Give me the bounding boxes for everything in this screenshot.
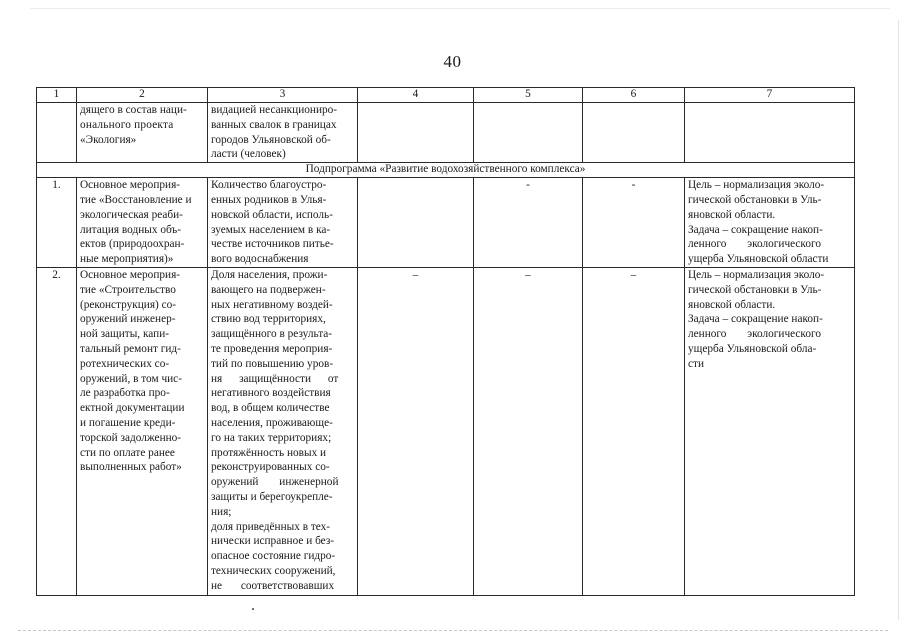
cont-indicator-line: видацией несанкциониро-	[211, 104, 338, 116]
goal-line: яновской области.	[688, 298, 776, 311]
indicator-line: вого водоснабжения	[211, 253, 309, 266]
indicator-line: нически исправное и без-	[211, 535, 335, 548]
indicator-line: го на таких территориях;	[211, 431, 332, 444]
cont-num-cell	[37, 103, 77, 163]
page-edge-top	[30, 8, 890, 9]
cont-indicator-line: ласти (человек)	[211, 148, 286, 161]
cont-col5-cell	[474, 103, 583, 163]
indicator-line: те проведения мероприя-	[211, 342, 333, 355]
row-number: 2.	[37, 267, 77, 595]
goal-line: сти	[688, 357, 704, 370]
measure-line: оружений, в том чис-	[80, 372, 182, 385]
goal-cell	[685, 267, 855, 595]
header-row	[37, 88, 855, 103]
measure-line: тие «Строительство	[80, 283, 176, 296]
subprogram-row	[37, 163, 855, 178]
measure-line: оружений инженер-	[80, 313, 176, 326]
measure-cell	[77, 267, 208, 595]
header-col-4: 4	[358, 88, 474, 103]
scan-speck	[252, 608, 254, 610]
scan-edge-bottom	[18, 630, 888, 632]
cont-measure-cell	[77, 103, 208, 163]
measure-line: ной защиты, капи-	[80, 328, 169, 341]
indicator-line: вод, в общем количестве	[211, 402, 330, 415]
goal-line: ущерба Ульяновской обла-	[688, 342, 817, 355]
cont-col6-cell	[583, 103, 685, 163]
goal-line: ленного экологического	[688, 238, 821, 251]
goal-line: гической обстановки в Уль-	[688, 283, 822, 296]
measure-line: Основное мероприя-	[80, 268, 181, 281]
indicator-line: Доля населения, прожи-	[211, 268, 328, 281]
indicator-line: новской области, исполь-	[211, 208, 333, 221]
header-col-6: 6	[583, 88, 685, 103]
indicator-line: не соответствовавших	[211, 579, 335, 592]
indicator-line: Количество благоустро-	[211, 179, 327, 192]
measure-line: выполненных работ»	[80, 461, 182, 474]
col6-value: –	[583, 267, 685, 595]
table-row	[37, 178, 855, 268]
cont-indicator-cell	[208, 103, 358, 163]
indicator-line: енных родников в Улья-	[211, 193, 327, 206]
goal-line: Задача – сокращение накоп-	[688, 313, 823, 326]
cont-col7-cell	[685, 103, 855, 163]
program-table	[36, 87, 855, 596]
measure-line: ротехнических со-	[80, 357, 170, 370]
header-col-5: 5	[474, 88, 583, 103]
indicator-line: вающего на подвержен-	[211, 283, 326, 296]
indicator-line: зуемых населением в ка-	[211, 223, 331, 236]
cont-indicator-line: ванных свалок в границах	[211, 118, 337, 131]
col4-value: –	[358, 267, 474, 595]
measure-line: литация водных объ-	[80, 223, 182, 236]
col5-value: –	[474, 267, 583, 595]
goal-line: гической обстановки в Уль-	[688, 193, 822, 206]
measure-line: тальный ремонт гид-	[80, 342, 181, 355]
goal-line: яновской области.	[688, 208, 776, 221]
header-col-1: 1	[37, 88, 77, 103]
goal-line: ущерба Ульяновской области	[688, 253, 829, 266]
continuation-row	[37, 103, 855, 163]
indicator-line: тий по повышению уров-	[211, 357, 334, 370]
indicator-line: ния;	[211, 505, 232, 518]
indicator-line: ня защищённости от	[211, 372, 339, 385]
measure-line: ектов (природоохран-	[80, 238, 185, 251]
measure-line: и погашение креди-	[80, 416, 176, 429]
indicator-line: технических сооружений,	[211, 564, 336, 577]
subprogram-title: Подпрограмма «Развитие водохозяйственного комплекса»	[37, 163, 855, 178]
indicator-line: опасное состояние гидро-	[211, 550, 336, 563]
col6-value: -	[583, 178, 685, 268]
goal-line: Задача – сокращение накоп-	[688, 223, 823, 236]
goal-line: Цель – нормализация эколо-	[688, 268, 825, 281]
header-col-2: 2	[77, 88, 208, 103]
goal-cell	[685, 178, 855, 268]
indicator-cell	[208, 178, 358, 268]
indicator-line: ствию вод территориях,	[211, 313, 326, 326]
header-col-3: 3	[208, 88, 358, 103]
indicator-line: честве источников питье-	[211, 238, 334, 251]
goal-line: ленного экологического	[688, 328, 821, 341]
measure-cell	[77, 178, 208, 268]
measure-line: Основное мероприя-	[80, 179, 181, 192]
cont-measure-line: онального проекта	[80, 118, 174, 131]
indicator-line: протяжённость новых и	[211, 446, 327, 459]
row-number: 1.	[37, 178, 77, 268]
indicator-line: реконструированных со-	[211, 461, 330, 474]
col5-value: -	[474, 178, 583, 268]
col4-value	[358, 178, 474, 268]
measure-line: тие «Восстановление и	[80, 193, 192, 206]
measure-line: (реконструкция) со-	[80, 298, 177, 311]
cont-indicator-line: городов Ульяновской об-	[211, 133, 331, 146]
indicator-cell	[208, 267, 358, 595]
page-edge-right	[898, 20, 899, 620]
measure-line: ле разработка про-	[80, 387, 170, 400]
indicator-line: защиты и берегоукрепле-	[211, 490, 333, 503]
measure-line: ные мероприятия)»	[80, 253, 174, 266]
header-col-7: 7	[685, 88, 855, 103]
measure-line: ектной документации	[80, 402, 185, 415]
indicator-line: ных негативному воздей-	[211, 298, 333, 311]
table-row	[37, 267, 855, 595]
indicator-line: негативного воздействия	[211, 387, 331, 400]
measure-line: сти по оплате ранее	[80, 446, 175, 459]
indicator-line: оружений инженерной	[211, 476, 339, 489]
measure-line: торской задолженно-	[80, 431, 182, 444]
page-number: 40	[443, 52, 462, 71]
indicator-line: защищённого в результа-	[211, 328, 333, 341]
cont-measure-line: дящего в состав наци-	[80, 104, 187, 116]
cont-col4-cell	[358, 103, 474, 163]
cont-measure-line: «Экология»	[80, 133, 137, 146]
indicator-line: населения, проживающе-	[211, 416, 333, 429]
measure-line: экологическая реаби-	[80, 208, 183, 221]
goal-line: Цель – нормализация эколо-	[688, 179, 825, 192]
indicator-line: доля приведённых в тех-	[211, 520, 331, 533]
